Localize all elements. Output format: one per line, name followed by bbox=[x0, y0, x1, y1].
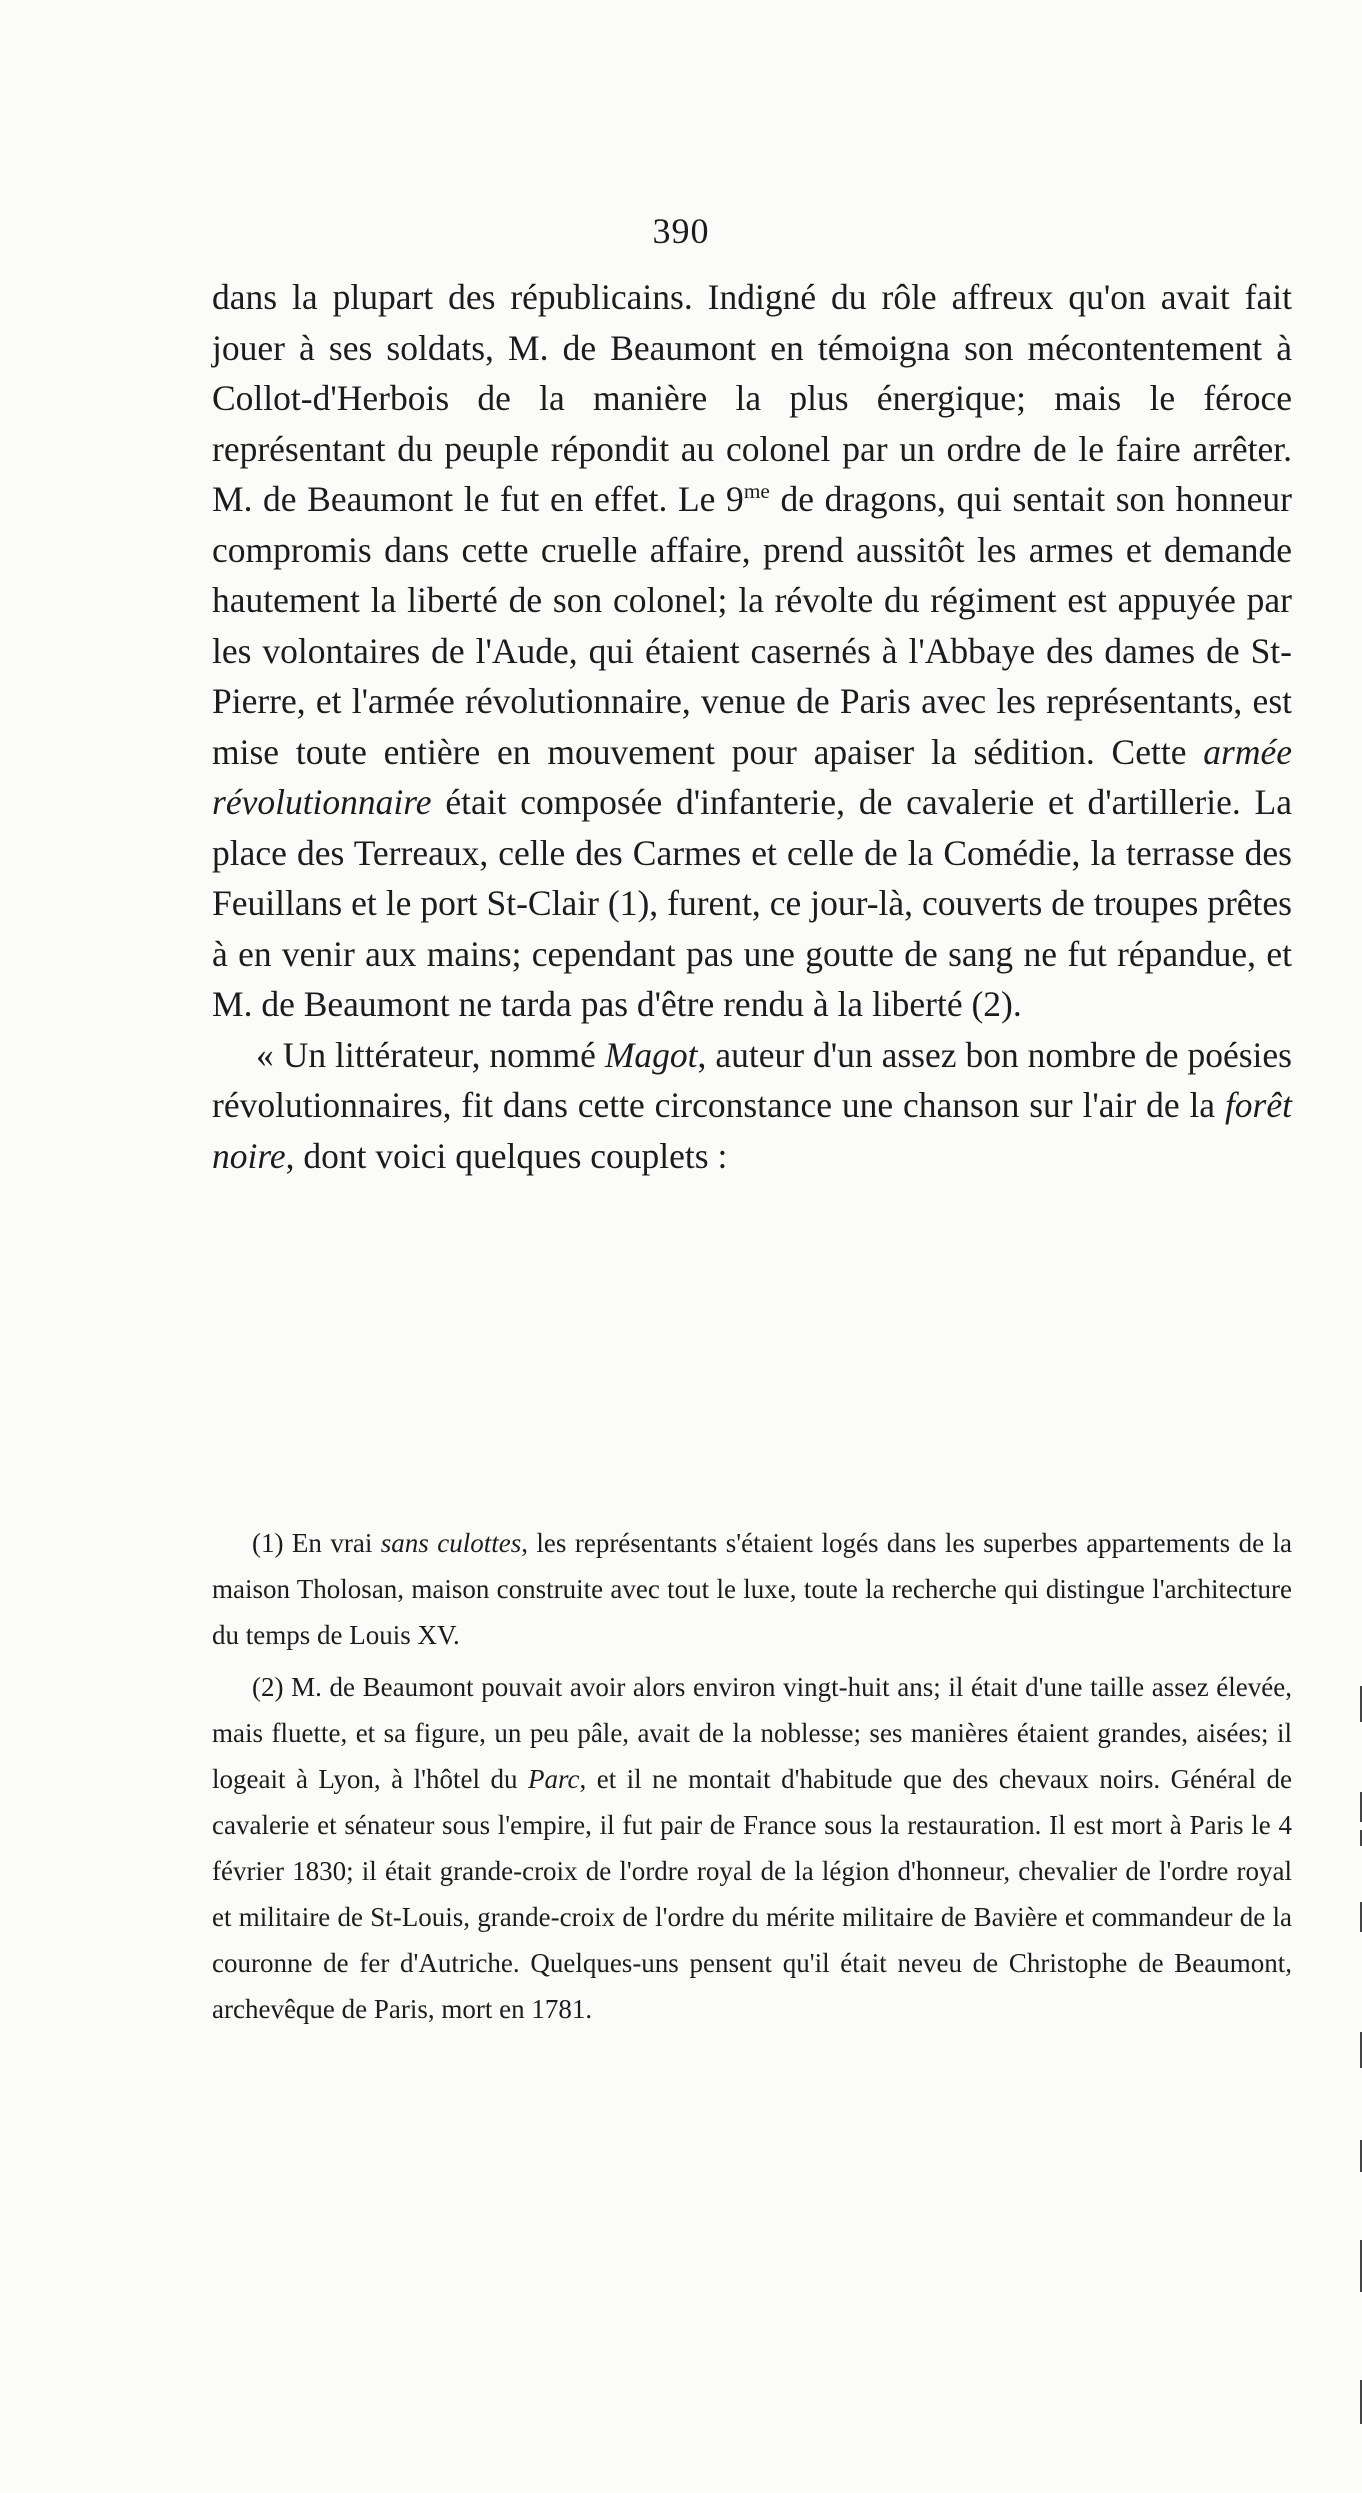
main-text bbox=[212, 272, 1292, 1181]
footnote-1-italic: sans culottes bbox=[380, 1528, 522, 1558]
paragraph-2-part-3: , dont voici quelques couplets : bbox=[285, 1135, 728, 1176]
ordinal-suffix: me bbox=[743, 479, 770, 504]
paragraph-1-part-1: dans la plupart des républicains. Indigné du rôle affreux qu'on avait fait jouer à ses soldats, M. de Beaumont en témoigna son mécontentement à Collot-d'Herbois de la manière la plus énergique; mais le féroce représentant du peuple répondit au colonel par un ordre de le faire arrêter. M. de Beaumont le fut en effet. Le 9 bbox=[212, 277, 1292, 519]
footnote-2-part-1: (2) M. de Beaumont pouvait avoir alors environ vingt-huit ans; il était d'une taille assez élevée, mais fluette, et sa figure, un peu pâle, avait de la noblesse; ses manières étaient grandes, aisées; il logeait à Lyon, à l'hôtel du bbox=[212, 1672, 1292, 1794]
paragraph-1 bbox=[212, 272, 1292, 1030]
paragraph-2-part-1: « Un littérateur, nommé bbox=[256, 1034, 605, 1075]
page-number: 390 bbox=[652, 211, 710, 251]
footnote-1-part-1: (1) En vrai bbox=[252, 1528, 381, 1558]
footnote-1 bbox=[212, 1520, 1292, 1658]
footnote-2-italic: Parc bbox=[527, 1764, 580, 1794]
footnotes bbox=[212, 1520, 1292, 2032]
footnote-1-part-2: , les représentants s'étaient logés dans les superbes appartements de la maison Tholosan, maison construite avec tout le luxe, toute la recherche qui distingue l'architecture du temps de Louis XV. bbox=[212, 1528, 1292, 1650]
paragraph-1-part-2: de dragons, qui sentait son honneur compromis dans cette cruelle affaire, prend aussitôt les armes et demande hautement la liberté de son colonel; la révolte du régiment est appuyée par les volontaires de l'Aude, qui étaient casernés à l'Abbaye des dames de St-Pierre, et l'armée révolutionnaire, venue de Paris avec les représentants, est mise toute entière en mouvement pour apaiser la sédition. Cette bbox=[212, 479, 1292, 772]
paragraph-2-italic-2: forêt noire bbox=[212, 1085, 1292, 1176]
paragraph-2 bbox=[212, 1030, 1292, 1182]
paragraph-1-italic: armée révolutionnaire bbox=[212, 731, 1292, 822]
paragraph-1-part-3: était composée d'infanterie, de cavalerie et d'artillerie. La place des Terreaux, celle des Carmes et celle de la Comédie, la terrasse des Feuillans et le port St-Clair (1), furent, ce jour-là, couverts de troupes prêtes à en venir aux mains; cependant pas une goutte de sang ne fut répandue, et M. de Beaumont ne tarda pas d'être rendu à la liberté (2). bbox=[212, 782, 1292, 1024]
paragraph-2-part-2: , auteur d'un assez bon nombre de poésies révolutionnaires, fit dans cette circonstance une chanson sur l'air de la bbox=[212, 1034, 1292, 1125]
footnote-2-part-2: , et il ne montait d'habitude que des chevaux noirs. Général de cavalerie et sénateur sous l'empire, il fut pair de France sous la restauration. Il est mort à Paris le 4 février 1830; il était grande-croix de l'ordre royal de la légion d'honneur, chevalier de l'ordre royal et militaire de St-Louis, grande-croix de l'ordre du mérite militaire de Bavière et commandeur de la couronne de fer d'Autriche. Quelques-uns pensent qu'il était neveu de Christophe de Beaumont, archevêque de Paris, mort en 1781. bbox=[212, 1764, 1292, 2024]
paragraph-2-italic-1: Magot bbox=[604, 1034, 698, 1075]
footnote-2 bbox=[212, 1664, 1292, 2032]
